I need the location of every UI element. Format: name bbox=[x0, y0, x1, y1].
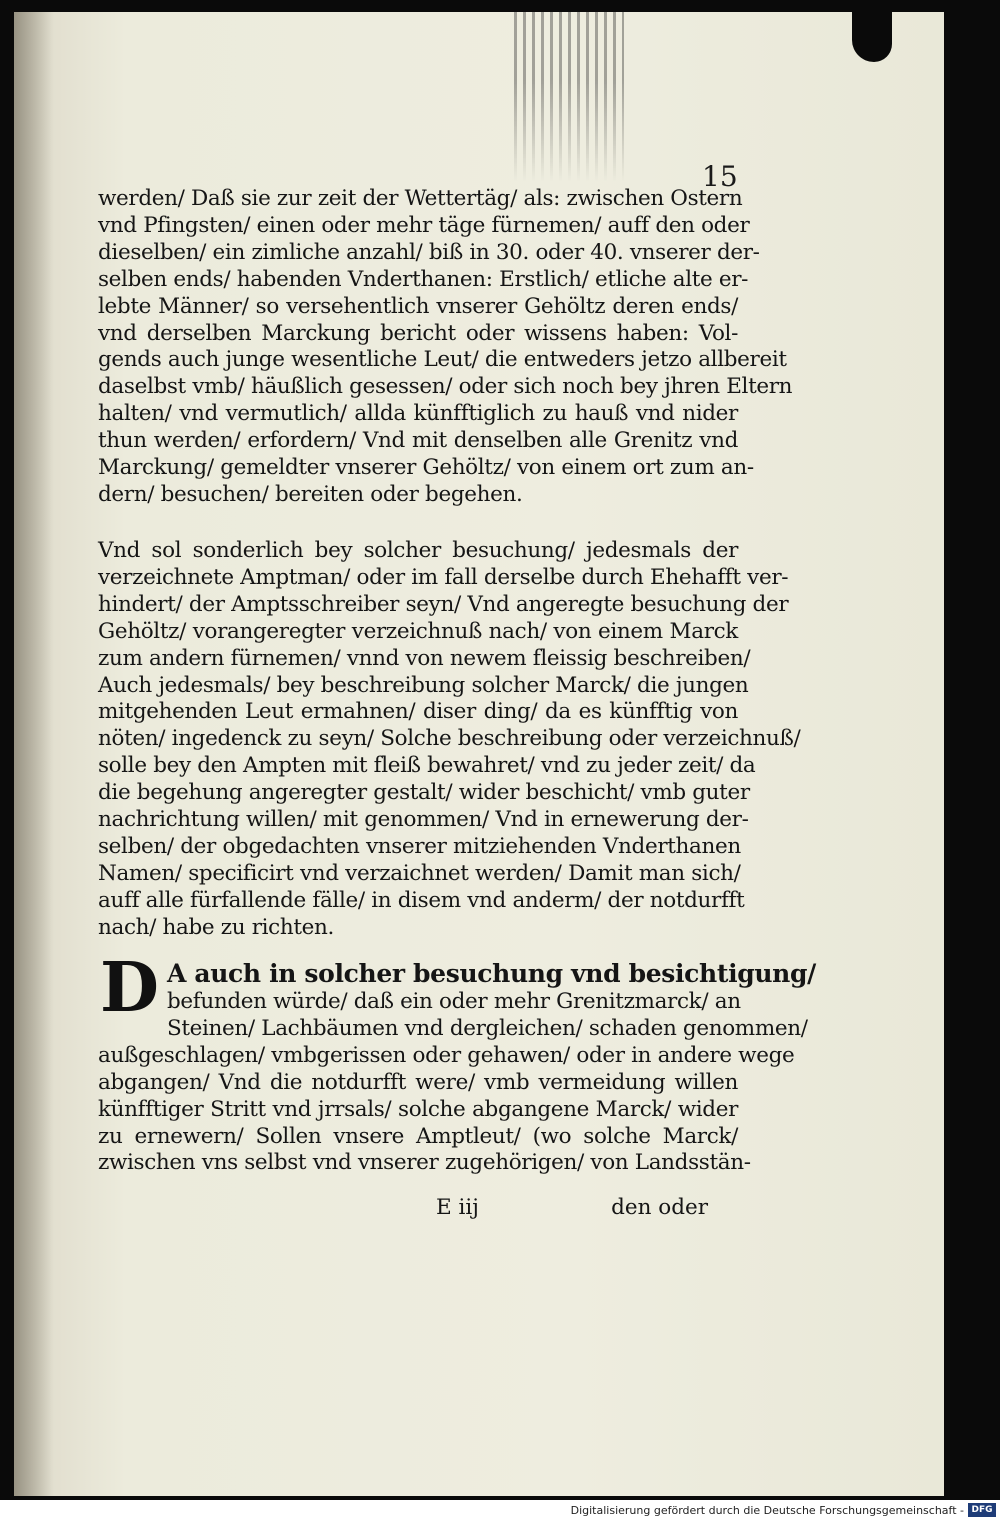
text-line: Steinen/ Lachbäumen vnd dergleichen/ schaden genommen/ bbox=[166, 1015, 808, 1041]
text-line: Vnd sol sonderlich bey solcher besuchung/ jedesmals der bbox=[98, 538, 738, 563]
text-line: nöten/ ingedenck zu seyn/ Solche beschreibung oder verzeichnuß/ bbox=[98, 726, 801, 752]
text-line: künfftiger Stritt vnd jrrsals/ solche abgangene Marck/ wider bbox=[98, 1096, 738, 1122]
text-line: zu ernewern/ Sollen vnsere Amptleut/ (wo solche Marck/ bbox=[98, 1123, 738, 1149]
text-line: selben/ der obgedachten vnserer mitziehenden Vnderthanen bbox=[98, 833, 741, 859]
paragraph-1 bbox=[98, 186, 793, 509]
text-line: vnd derselben Marckung bericht oder wissens haben: Vol- bbox=[98, 320, 738, 346]
page-footer-marks bbox=[98, 1195, 738, 1225]
text-line: hindert/ der Amptsschreiber seyn/ Vnd angeregte besuchung der bbox=[98, 591, 789, 617]
text-line: dieselben/ ein zimliche anzahl/ biß in 30. oder 40. vnserer der- bbox=[98, 239, 760, 265]
text-line: vnd Pfingsten/ einen oder mehr täge fürnemen/ auff den oder bbox=[98, 212, 750, 238]
catchword: den oder bbox=[611, 1195, 708, 1220]
text-line: nach/ habe zu richten. bbox=[98, 914, 335, 940]
text-line: außgeschlagen/ vmbgerissen oder gehawen/ oder in andere wege bbox=[98, 1042, 795, 1068]
text-line: werden/ Daß sie zur zeit der Wettertäg/ als: zwischen Ostern bbox=[98, 186, 743, 211]
text-line: mitgehenden Leut ermahnen/ diser ding/ da es künfftig von bbox=[98, 699, 738, 725]
text-line: verzeichnete Amptman/ oder im fall derselbe durch Ehehafft ver- bbox=[98, 564, 789, 590]
torn-corner bbox=[852, 12, 892, 62]
text-line: halten/ vnd vermutlich/ allda künfftiglich zu hauß vnd nider bbox=[98, 401, 738, 427]
text-line: solle bey den Ampten mit fleiß bewahret/ vnd zu jeder zeit/ da bbox=[98, 753, 756, 779]
text-line: gends auch junge wesentliche Leut/ die entweders jetzo allbereit bbox=[98, 347, 787, 373]
text-line: abgangen/ Vnd die notdurfft were/ vmb vermeidung willen bbox=[98, 1069, 738, 1095]
text-line: daselbst vmb/ häußlich gesessen/ oder sich noch bey jhren Eltern bbox=[98, 374, 793, 400]
text-line: Marckung/ gemeldter vnserer Gehöltz/ von einem ort zum an- bbox=[98, 455, 754, 481]
text-line: auff alle fürfallende fälle/ in disem vnd anderm/ der notdurfft bbox=[98, 887, 745, 913]
signature-mark: E iij bbox=[436, 1195, 479, 1220]
decorated-initial: D bbox=[100, 948, 159, 1028]
paragraph-3 bbox=[98, 948, 816, 1177]
text-line: Namen/ specificirt vnd verzaichnet werden/ Damit man sich/ bbox=[98, 860, 741, 886]
gutter-shadow bbox=[14, 12, 54, 1496]
text-line: selben ends/ habenden Vnderthanen: Erstlich/ etliche alte er- bbox=[98, 266, 749, 292]
text-line: dern/ besuchen/ bereiten oder begehen. bbox=[98, 481, 523, 507]
digitization-footer bbox=[0, 1500, 1000, 1522]
text-line: befunden würde/ daß ein oder mehr Grenitzmarck/ an bbox=[166, 989, 741, 1014]
footer-credit: Digitalisierung gefördert durch die Deutsche Forschungsgemeinschaft - bbox=[570, 1504, 964, 1517]
dfg-logo: DFG bbox=[968, 1503, 996, 1517]
text-line: zum andern fürnemen/ vnnd von newem fleissig beschreiben/ bbox=[98, 645, 751, 671]
text-line: Gehöltz/ vorangeregter verzeichnuß nach/ von einem Marck bbox=[98, 618, 738, 644]
paragraph-2 bbox=[98, 538, 801, 942]
text-line: nachrichtung willen/ mit genommen/ Vnd in ernewerung der- bbox=[98, 807, 749, 833]
paragraph-3-lead-line: A auch in solcher besuchung vnd besichtigung/ bbox=[166, 959, 816, 988]
text-line: lebte Männer/ so versehentlich vnserer Gehöltz deren ends/ bbox=[98, 293, 738, 319]
binding-fold bbox=[514, 12, 624, 182]
text-line: die begehung angeregter gestalt/ wider beschicht/ vmb guter bbox=[98, 780, 750, 806]
text-line: zwischen vns selbst vnd vnserer zugehörigen/ von Landsstän- bbox=[98, 1150, 751, 1176]
page-number: 15 bbox=[702, 160, 738, 193]
text-line: Auch jedesmals/ bey beschreibung solcher Marck/ die jungen bbox=[98, 672, 749, 698]
text-line: thun werden/ erfordern/ Vnd mit denselben alle Grenitz vnd bbox=[98, 428, 738, 454]
